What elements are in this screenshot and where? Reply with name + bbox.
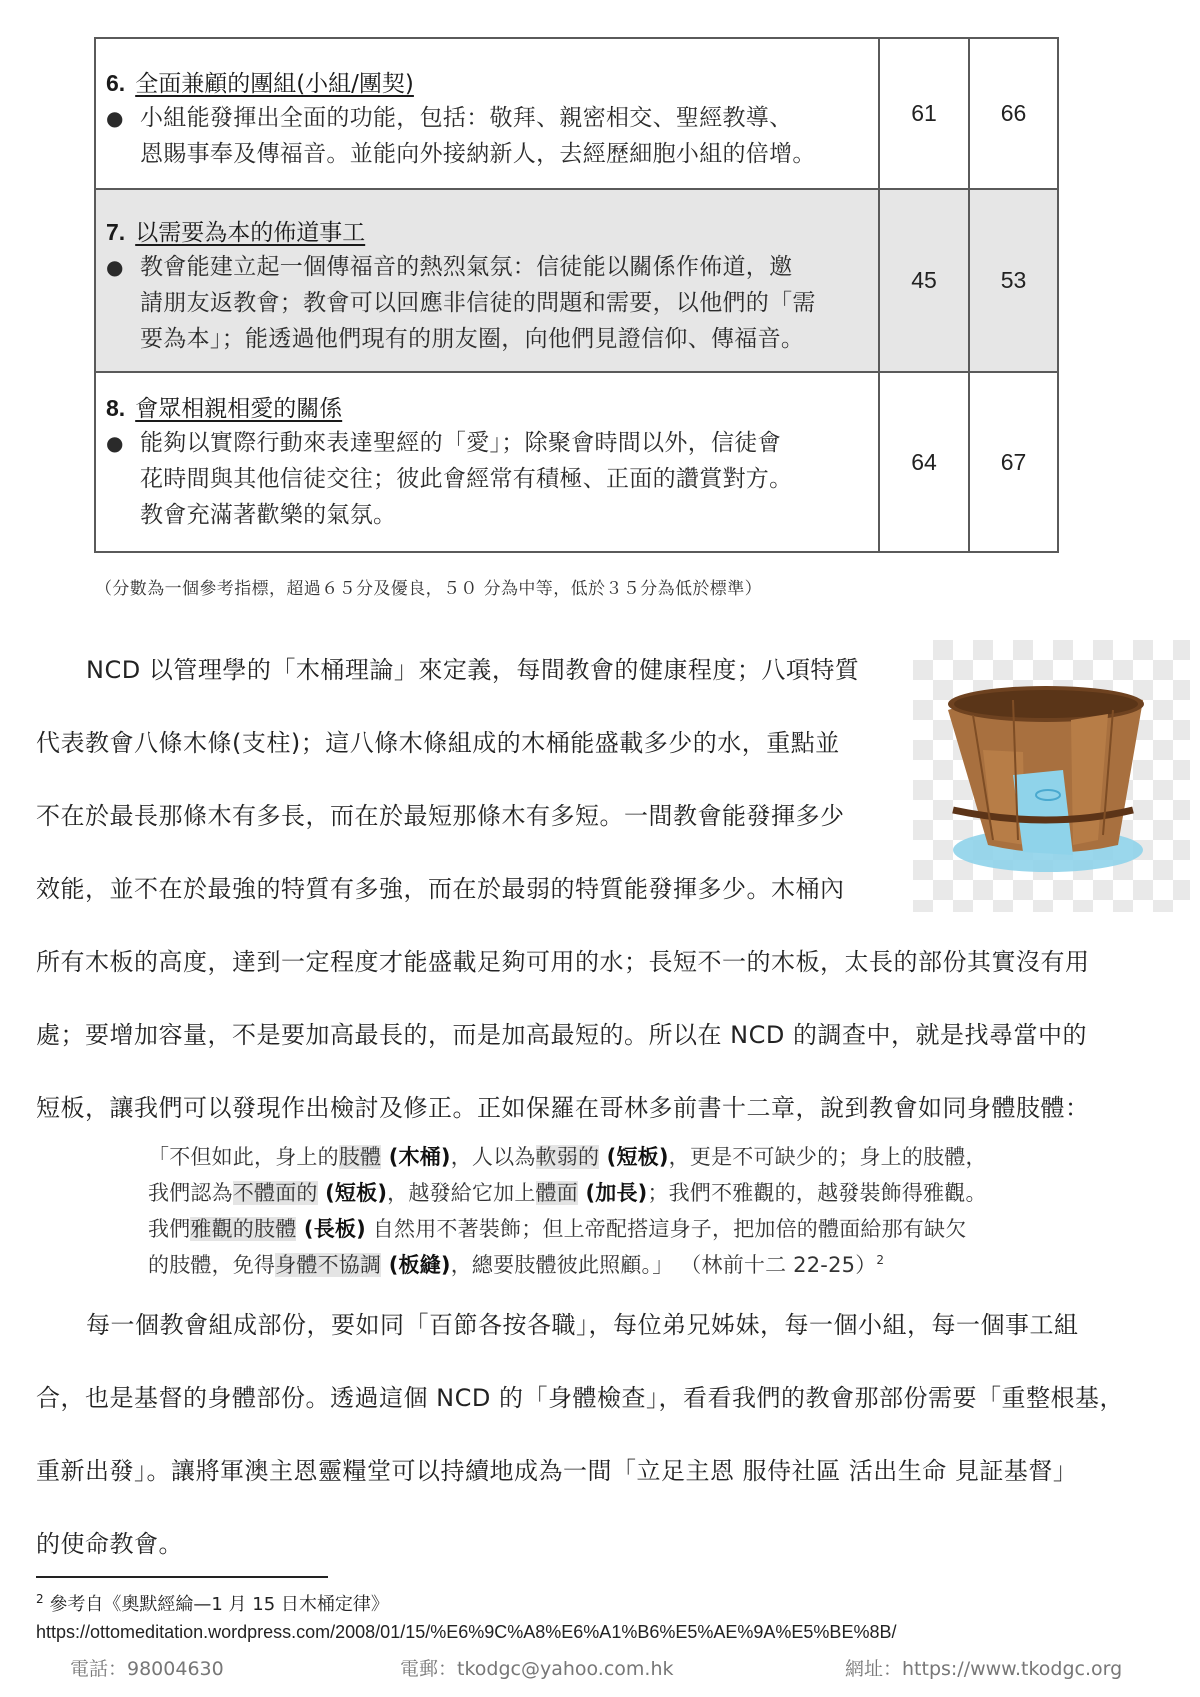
table-row-8 — [95, 372, 1058, 552]
paragraph-line: 重新出發」。讓將軍澳主恩靈糧堂可以持續地成為一間「立足主恩 服侍社區 活出生命 見証基督」 — [36, 1457, 1078, 1485]
footnote-text: 參考自《奧默經綸—1 月 15 日木桶定律》 — [43, 1594, 389, 1615]
quote-line: 「不但如此，身上的肢體 (木桶)，人以為軟弱的 (短板)，更是不可缺少的；身上的肢體， — [148, 1145, 987, 1169]
footer-website-link[interactable]: 網址：https://www.tkodgc.org — [845, 1658, 1123, 1680]
score-cell-2: 53 — [969, 189, 1058, 372]
description-line: 花時間與其他信徒交往；彼此會經常有積極、正面的讚賞對方。 — [140, 465, 793, 492]
description-line: 小組能發揮出全面的功能，包括：敬拜、親密相交、聖經教導、 — [140, 105, 793, 131]
highlight: 不體面的 — [232, 1181, 318, 1205]
bullet-icon: ● — [106, 430, 124, 455]
highlight: 身體不協調 — [275, 1253, 382, 1277]
bullet-icon: ● — [106, 106, 124, 130]
quality-description-cell — [95, 372, 879, 552]
score-cell-2: 66 — [969, 38, 1058, 189]
paragraph-line: 每一個教會組成部份，要如同「百節各按各職」，每位弟兄姊妹，每一個小組，每一個事工組 — [86, 1311, 1079, 1339]
description-line: 教會能建立起一個傳福音的熱烈氣氛：信徒能以關係作佈道，邀 — [140, 254, 793, 280]
description-line: 能夠以實際行動來表達聖經的「愛」；除聚會時間以外，信徒會 — [140, 429, 781, 456]
quality-description — [140, 425, 792, 533]
quote-line: 我們雅觀的肢體 (長板) 自然用不著裝飾；但上帝配搭這身子，把加倍的體面給那有缺欠 — [148, 1217, 967, 1241]
score-cell-1: 64 — [879, 372, 969, 552]
footnote-url-link[interactable]: https://ottomeditation.wordpress.com/2008/01/15/%E6%9C%A8%E6%A1%B6%E5%AE%9A%E5%BE%8B/ — [36, 1622, 897, 1642]
footnote-reference[interactable]: 2 — [876, 1253, 885, 1267]
paragraph-line: 不在於最長那條木有多長，而在於最短那條木有多短。一間教會能發揮多少 — [36, 802, 845, 830]
paragraph-line: 效能，並不在於最強的特質有多強，而在於最弱的特質能發揮多少。木桶內 — [36, 875, 845, 903]
ncd-score-table — [94, 37, 1059, 553]
quality-title — [106, 392, 870, 425]
quality-description-cell — [95, 38, 879, 189]
highlight: 體面 — [535, 1181, 578, 1205]
description-line: 要為本」；能透過他們現有的朋友圈，向他們見證信仰、傳福音。 — [140, 326, 805, 352]
quote-line: 我們認為不體面的 (短板)，越發給它加上體面 (加長)；我們不雅觀的，越發裝飾得雅觀。 — [148, 1181, 987, 1205]
score-cell-1: 45 — [879, 189, 969, 372]
quality-description — [140, 100, 816, 172]
highlight: 肢體 — [338, 1145, 382, 1169]
quality-number: 7. — [106, 219, 126, 245]
wooden-bucket-icon — [913, 640, 1190, 912]
description-line: 請朋友返教會；教會可以回應非信徒的問題和需要，以他們的「需 — [140, 290, 816, 316]
footnote-marker: 2 — [36, 1592, 44, 1606]
paragraph-line: 的使命教會。 — [36, 1530, 183, 1558]
quality-title — [106, 67, 870, 100]
footnote — [36, 1590, 389, 1616]
description-line: 教會充滿著歡樂的氣氛。 — [140, 501, 397, 528]
quality-description-cell — [95, 189, 879, 372]
quality-description — [140, 249, 816, 357]
table-row-6 — [95, 38, 1058, 189]
highlight: 軟弱的 — [535, 1145, 600, 1169]
quote-line: 的肢體，免得身體不協調 (板縫)，總要肢體彼此照顧。」 （林前十二 22-25）$^2$ — [148, 1253, 885, 1277]
quality-title-text: 會眾相親相愛的關係 — [135, 395, 343, 422]
quality-title — [106, 216, 870, 249]
highlight: 雅觀的肢體 — [190, 1217, 297, 1241]
score-scale-note: （分數為一個參考指標，超過６５分及優良，５０ 分為中等，低於３５分為低於標準） — [95, 579, 763, 599]
score-cell-2: 67 — [969, 372, 1058, 552]
footnote-divider — [36, 1576, 328, 1578]
quality-title-text: 全面兼顧的團組(小組/團契) — [135, 71, 414, 97]
quality-number: 6. — [106, 70, 126, 96]
quality-title-text: 以需要為本的佈道事工 — [135, 220, 366, 246]
quality-number: 8. — [106, 394, 126, 421]
paragraph-line: 代表教會八條木條(支柱)；這八條木條組成的木桶能盛載多少的水，重點並 — [36, 729, 840, 757]
table-row-7 — [95, 189, 1058, 372]
bullet-icon: ● — [106, 255, 124, 279]
paragraph-line: 短板，讓我們可以發現作出檢討及修正。正如保羅在哥林多前書十二章，說到教會如同身體肢體： — [36, 1094, 1090, 1122]
footer-phone: 電話：98004630 — [70, 1658, 224, 1680]
paragraph-line: 合，也是基督的身體部份。透過這個 NCD 的「身體檢查」，看看我們的教會那部份需要「重整根基， — [36, 1384, 1124, 1412]
paragraph-line: 處；要增加容量，不是要加高最長的，而是加高最短的。所以在 NCD 的調查中，就是找尋當中的 — [36, 1021, 1087, 1049]
paragraph-line: NCD 以管理學的「木桶理論」來定義，每間教會的健康程度；八項特質 — [86, 656, 860, 684]
description-line: 恩賜事奉及傳福音。並能向外接納新人，去經歷細胞小組的倍增。 — [140, 141, 816, 167]
score-cell-1: 61 — [879, 38, 969, 189]
paragraph-line: 所有木板的高度，達到一定程度才能盛載足夠可用的水；長短不一的木板，太長的部份其實沒有用 — [36, 948, 1090, 976]
leaking-bucket-image — [913, 640, 1190, 912]
footer-email-link[interactable]: 電郵：tkodgc@yahoo.com.hk — [400, 1658, 674, 1680]
